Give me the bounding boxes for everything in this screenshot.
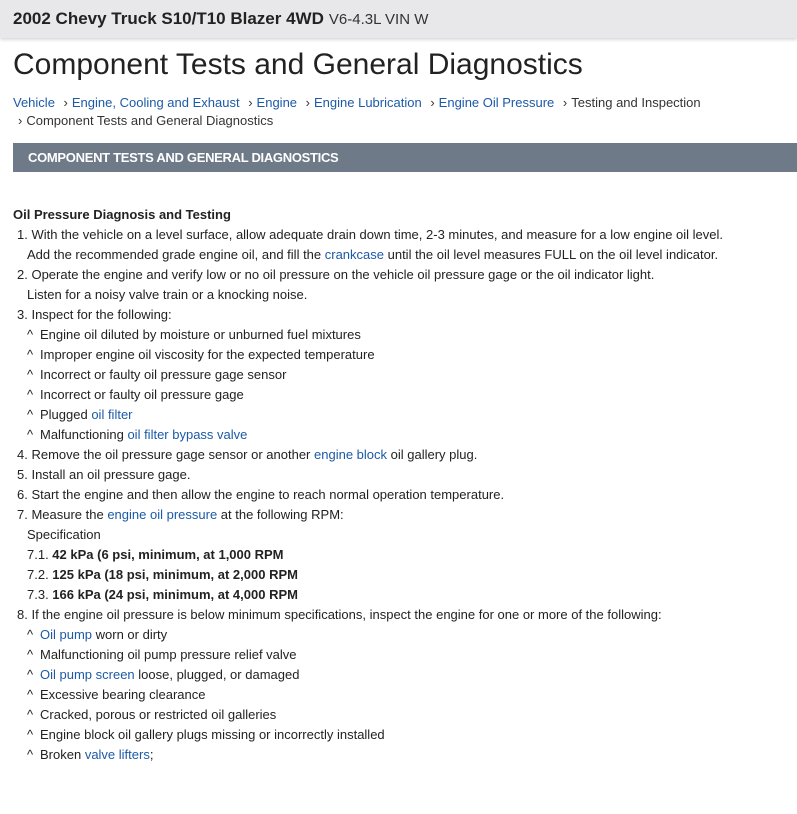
caret-bullet-icon: ^ [27,407,34,422]
chevron-right-icon: › [63,95,68,110]
engine-label: V6-4.3L VIN W [328,10,429,28]
list-item [13,445,784,465]
item-text: Add the recommended grade engine oil, and fill the [27,247,325,262]
list-item [13,645,784,665]
list-item [13,605,784,625]
item-text: Plugged [40,407,92,422]
caret-bullet-icon: ^ [27,747,34,762]
chevron-right-icon: › [305,95,310,110]
list-item [13,325,784,345]
page-title: Component Tests and General Diagnostics [13,48,583,81]
item-text: 5. Install an oil pressure gage. [17,467,191,482]
specification-value: 166 kPa (24 psi, minimum, at 4,000 RPM [52,587,298,602]
caret-bullet-icon: ^ [27,327,34,342]
caret-bullet-icon: ^ [27,627,34,642]
item-text: 6. Start the engine and then allow the engine to reach normal operation temperature. [17,487,505,502]
item-text: Malfunctioning oil pump pressure relief valve [40,647,297,662]
list-item [13,485,784,505]
item-text: Engine oil diluted by moisture or unburned fuel mixtures [40,327,361,342]
list-item [13,285,784,305]
chevron-right-icon: › [430,95,435,110]
item-text: oil gallery plug. [387,447,478,462]
vehicle-name: 2002 Chevy Truck S10/T10 Blazer 4WD [13,9,324,28]
term-link[interactable]: valve lifters [84,747,150,762]
caret-bullet-icon: ^ [27,687,34,702]
term-link[interactable]: oil filter bypass valve [127,427,248,442]
list-item [13,705,784,725]
list-item [13,725,784,745]
breadcrumb-item[interactable]: Engine Oil Pressure [438,95,555,110]
breadcrumb-item: Component Tests and General Diagnostics [26,113,274,128]
breadcrumb [13,94,784,130]
term-link[interactable]: engine block [314,447,388,462]
list-item [13,425,784,445]
item-text: until the oil level measures FULL on the oil level indicator. [384,247,719,262]
list-item [13,465,784,485]
caret-bullet-icon: ^ [27,667,34,682]
item-text: 3. Inspect for the following: [17,307,172,322]
chevron-right-icon: › [562,95,568,110]
term-link[interactable]: crankcase [324,247,384,262]
list-item [13,345,784,365]
caret-bullet-icon: ^ [27,347,34,362]
item-text: 7. Measure the [17,507,108,522]
list-item [13,225,784,245]
item-text: 4. Remove the oil pressure gage sensor or another [17,447,315,462]
list-item [13,405,784,425]
list-item [13,665,784,685]
breadcrumb-item[interactable]: Engine, Cooling and Exhaust [71,95,240,110]
list-item [13,585,784,605]
caret-bullet-icon: ^ [27,707,34,722]
list-item [13,745,784,765]
item-text: Incorrect or faulty oil pressure gage sensor [40,367,287,382]
term-link[interactable]: oil filter [91,407,133,422]
vehicle-header [0,0,797,38]
item-text: 8. If the engine oil pressure is below minimum specifications, inspect the engine for one or more of the following: [17,607,662,622]
item-text: Incorrect or faulty oil pressure gage [40,387,244,402]
item-text: 2. Operate the engine and verify low or no oil pressure on the vehicle oil pressure gage or the oil indicator light. [17,267,655,282]
item-text: 7.3. [27,587,53,602]
item-text: Specification [27,527,101,542]
section-heading: Oil Pressure Diagnosis and Testing [13,207,231,222]
list-item [13,265,784,285]
breadcrumb-item[interactable]: Engine Lubrication [314,95,422,110]
list-item [13,625,784,645]
item-text: Malfunctioning [40,427,128,442]
breadcrumb-item: Testing and Inspection [571,95,701,110]
item-text: worn or dirty [92,627,168,642]
item-text: Excessive bearing clearance [40,687,206,702]
procedure-list [13,225,784,765]
list-item [13,545,784,565]
item-text: Improper engine oil viscosity for the expected temperature [40,347,375,362]
list-item [13,685,784,705]
item-text: 7.2. [27,567,53,582]
caret-bullet-icon: ^ [27,367,34,382]
caret-bullet-icon: ^ [27,727,34,742]
item-text: Broken [40,747,85,762]
list-item [13,385,784,405]
list-item [13,245,784,265]
item-text: at the following RPM: [217,507,344,522]
chevron-right-icon: › [18,113,23,128]
list-item [13,565,784,585]
term-link[interactable]: engine oil pressure [107,507,218,522]
term-link[interactable]: Oil pump [40,627,93,642]
item-text: Engine block oil gallery plugs missing or incorrectly installed [40,727,385,742]
item-text: Listen for a noisy valve train or a knocking noise. [27,287,308,302]
list-item [13,365,784,385]
item-text: 7.1. [27,547,53,562]
list-item [13,305,784,325]
chevron-right-icon: › [248,95,253,110]
list-item [13,525,784,545]
breadcrumb-item[interactable]: Vehicle [13,95,55,110]
item-text: ; [149,747,154,762]
caret-bullet-icon: ^ [27,387,34,402]
breadcrumb-item[interactable]: Engine [256,95,298,110]
term-link[interactable]: Oil pump screen [40,667,135,682]
section-bar: COMPONENT TESTS AND GENERAL DIAGNOSTICS [13,143,797,172]
item-text: loose, plugged, or damaged [134,667,300,682]
item-text: 1. With the vehicle on a level surface, allow adequate drain down time, 2-3 minutes, and measure for a low engine oil level. [17,227,723,242]
caret-bullet-icon: ^ [27,647,34,662]
specification-value: 125 kPa (18 psi, minimum, at 2,000 RPM [52,567,298,582]
caret-bullet-icon: ^ [27,427,34,442]
specification-value: 42 kPa (6 psi, minimum, at 1,000 RPM [52,547,284,562]
list-item [13,505,784,525]
item-text: Cracked, porous or restricted oil galleries [40,707,277,722]
article-content [13,205,784,765]
